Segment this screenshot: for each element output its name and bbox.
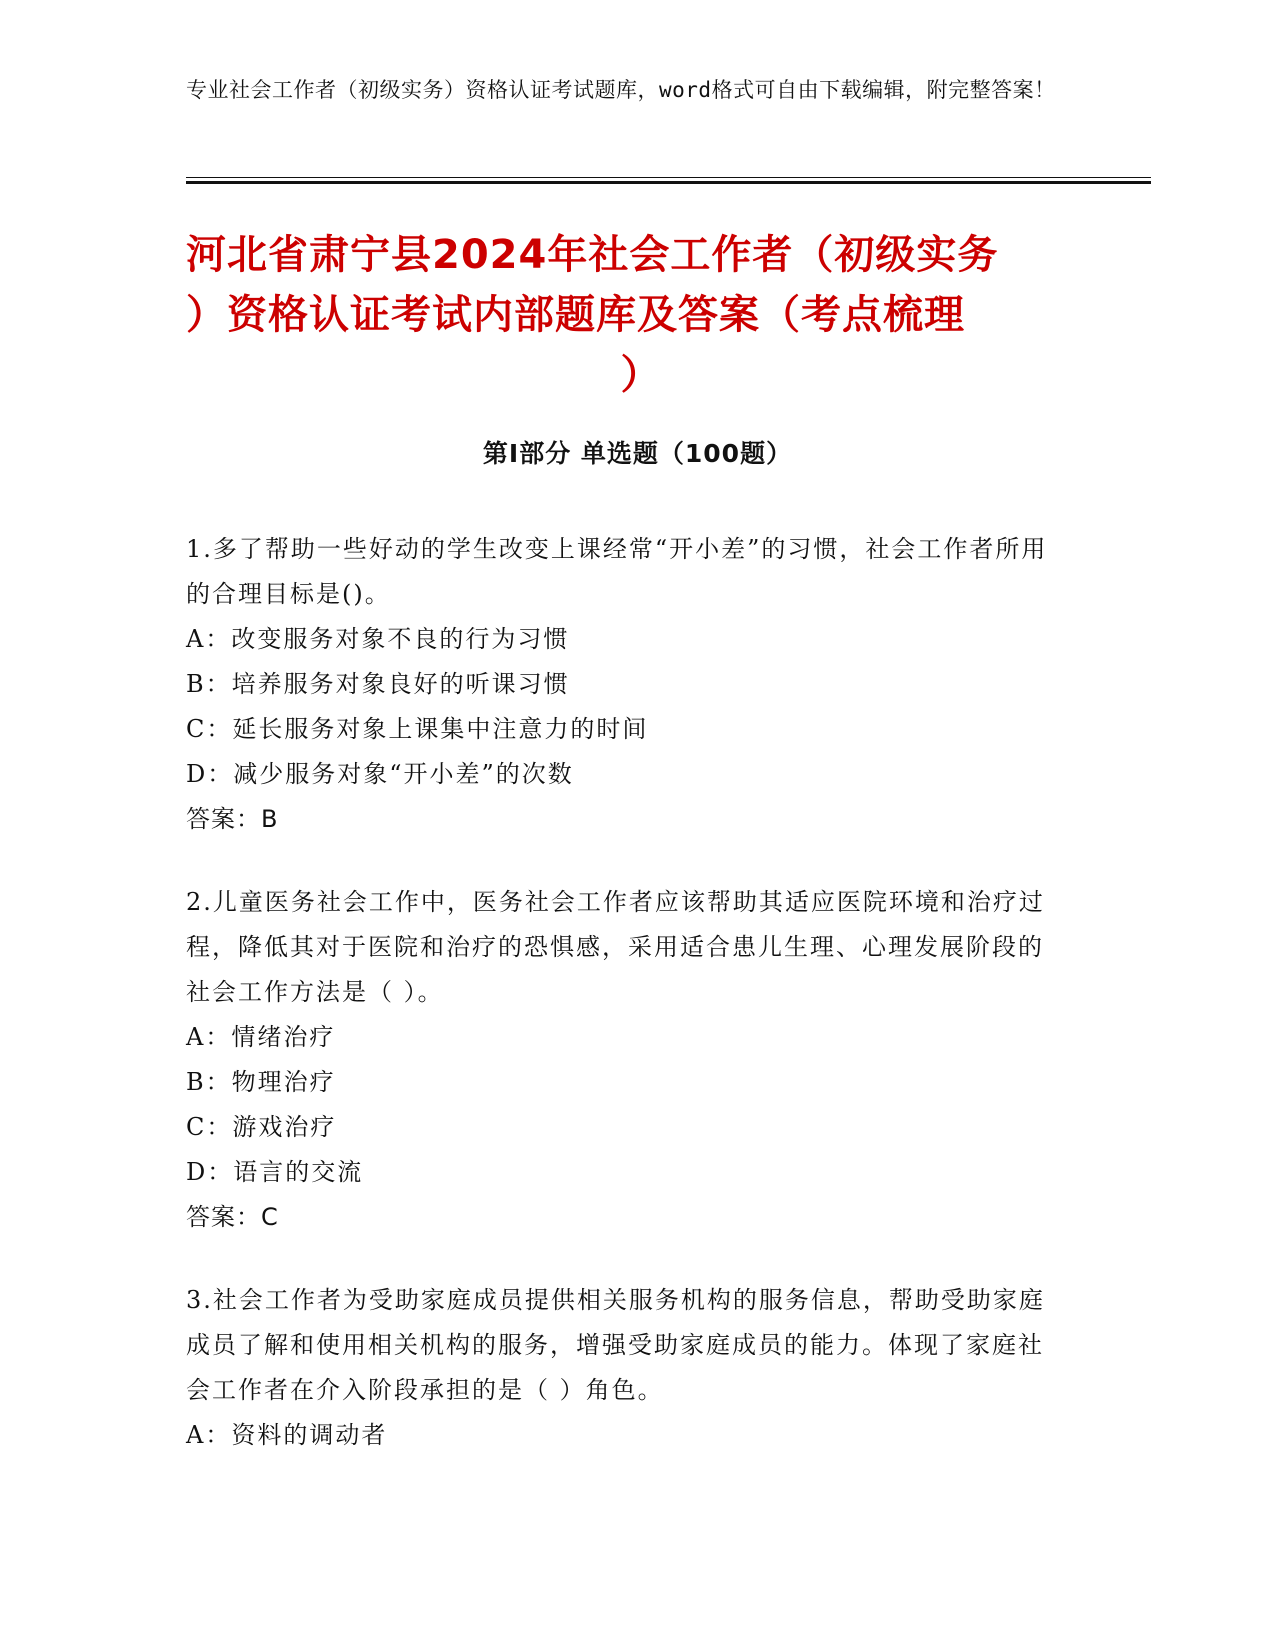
answer: 答案：B [186,805,279,833]
question-1 [186,527,1056,842]
question-stem: 1.多了帮助一些好动的学生改变上课经常“开小差”的习惯，社会工作者所用的合理目标是()。 [186,535,1048,608]
document-title [186,225,1096,405]
option-c: C：游戏治疗 [186,1113,337,1141]
question-stem: 2.儿童医务社会工作中，医务社会工作者应该帮助其适应医院环境和治疗过程，降低其对于医院和治疗的恐惧感，采用适合患儿生理、心理发展阶段的社会工作方法是（ ）。 [186,888,1045,1006]
question-stem: 3.社会工作者为受助家庭成员提供相关服务机构的服务信息，帮助受助家庭成员了解和使用相关机构的服务，增强受助家庭成员的能力。体现了家庭社会工作者在介入阶段承担的是（ ）角色。 [186,1286,1045,1404]
answer: 答案：C [186,1203,279,1231]
option-b: B：物理治疗 [186,1068,336,1096]
question-list [186,527,1056,1496]
question-3 [186,1278,1056,1458]
option-a: A：改变服务对象不良的行为习惯 [186,625,570,653]
option-a: A：情绪治疗 [186,1023,336,1051]
header-divider-thick [186,181,1151,184]
question-2 [186,880,1056,1240]
option-d: D：语言的交流 [186,1158,364,1186]
header-note: 专业社会工作者（初级实务）资格认证考试题库，word格式可自由下载编辑，附完整答案！ [186,78,1056,102]
option-c: C：延长服务对象上课集中注意力的时间 [186,715,649,743]
option-a: A：资料的调动者 [186,1421,388,1449]
title-line-3: ） [620,352,662,398]
option-d: D：减少服务对象“开小差”的次数 [186,760,574,788]
option-b: B：培养服务对象良好的听课习惯 [186,670,570,698]
section-title: 第Ⅰ部分 单选题（100题） [482,439,793,468]
title-line-1: 河北省肃宁县2024年社会工作者（初级实务 [186,232,999,278]
header-divider-thin [186,177,1151,178]
title-line-2: ）资格认证考试内部题库及答案（考点梳理 [186,292,965,338]
